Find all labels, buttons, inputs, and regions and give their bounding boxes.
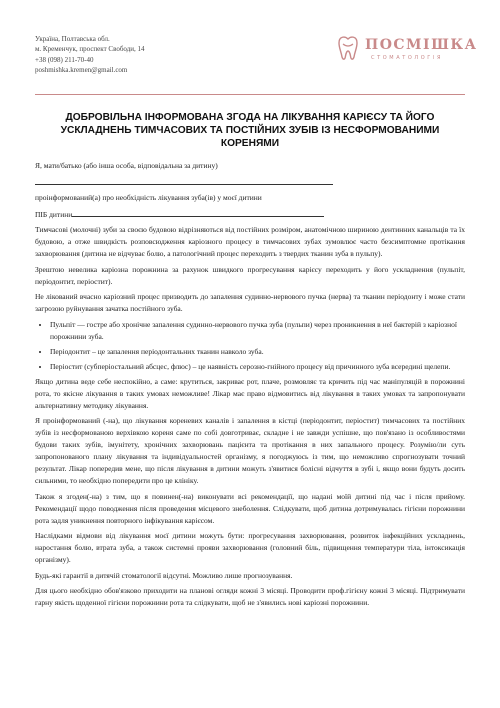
paragraph-5: Я проінформований (-на), що лікування кореневих каналів і запалення в кістці (періодонтит, періостит) тимчасових та постійних зубів із несформованою верхівкою кореня саме по собі довготриває, складне і не завжди успішне, що пов'язано із особливостями будови таких зубів, імунітету, хронічних захворювань пацієнта та протікання в них запального процесу. Розумію/ли суть запропонованого плану лікування та індивідуальностей організму, я погоджуюсь із тим, що неможливо спрогнозувати точний результат. Лікар попередив мене, що після лікування в дитини можуть з'явитися болісні відчуття в зубі і, якщо вони будуть досить сильними, то необхідно попередити про це клініку. bbox=[35, 416, 465, 485]
document-title: ДОБРОВІЛЬНА ІНФОРМОВАНА ЗГОДА НА ЛІКУВАННЯ КАРІЄСУ ТА ЙОГО УСКЛАДНЕНЬ ТИМЧАСОВИХ ТА ПОСТІЙНИХ ЗУБІВ ІЗ НЕСФОРМОВАНИМИ КОРЕНЯМИ bbox=[60, 112, 440, 149]
paragraph-4: Якщо дитина веде себе неспокійно, а саме: крутиться, закриває рот, плаче, розмовляє та кричить під час маніпуляцій в порожнині рота, то якісне лікування в таких умовах неможливе! Лікар має право відмовитись від лікування в таких умовах та запропонувати альтернативну методику лікування. bbox=[35, 376, 465, 410]
informed-line: проінформований(а) про необхідність лікування зуба(ів) у моєї дитини bbox=[35, 193, 262, 202]
clinic-address-street: м. Кременчук, проспект Свободи, 14 bbox=[35, 45, 145, 54]
list-item: • Пульпіт — гостре або хронічне запалення судинно-нервового пучка зуба (пульпи) через проникнення в неї бактерій з каріозної порожнини зуба. bbox=[50, 319, 465, 343]
list-item: • Періодонтит – це запалення періодонтальних тканин навколо зуба. bbox=[50, 346, 465, 358]
clinic-phone: +38 (098) 211-70-40 bbox=[35, 55, 94, 64]
child-name-row bbox=[35, 208, 465, 221]
clinic-address-city: Україна, Полтавська обл. bbox=[35, 35, 110, 43]
list-item: • Періостит (субперіостальний абсцес, флюс) – це наявність серозно-гнійного процесу від причинного зуба всередині щелепи. bbox=[50, 361, 465, 373]
clinic-logo bbox=[337, 34, 478, 74]
clinic-email: poshmishka.kremen@gmail.com bbox=[35, 65, 128, 74]
child-name-label: ПІБ дитини bbox=[35, 209, 73, 219]
paragraph-7: Наслідками відмови від лікування моєї дитини можуть бути: прогресування захворювання, розвиток інфекційних ускладнень, наростання болю, втрата зуба, а також системні прояви захворювання (головний біль, підвищення температури тіла, інтоксикація організму). bbox=[35, 531, 465, 564]
letterhead bbox=[35, 34, 478, 86]
paragraph-6: Також я згоден(-на) з тим, що я повинен(-на) виконувати всі рекомендації, що надані моїй дитині під час і після прийому. Рекомендації щодо поводження після проведення місцевого знеболення. Слідкувати, щоб дитина дотримувалась гігієни порожнини рота задля уникнення повторного інфікування карієсом. bbox=[35, 491, 465, 525]
brand-subtitle: СТОМАТОЛОГІЯ bbox=[371, 55, 444, 61]
intro-line: Я, мати/батько (або інша особа, відповідальна за дитину) bbox=[35, 161, 218, 170]
tooth-icon bbox=[337, 35, 359, 61]
paragraph-3: Не лікований вчасно каріозний процес призводить до запалення судинно-нервового пучка (нерва) та тканин періодонту і може стати загрозою руйнування зачатка постійного зуба. bbox=[35, 292, 465, 313]
document-body bbox=[35, 160, 465, 609]
child-name-field[interactable] bbox=[72, 208, 324, 217]
paragraph-9: Для цього необхідно обов'язково приходити на планові огляди кожні 3 місяці. Проводити проф.гігієну кожні 3 місяці. Підтримувати гарну якість щоденної гігієни порожнини рота та слідкувати, щоб не з'явились нові каріозні порожнини. bbox=[35, 586, 465, 607]
paragraph-1: Тимчасові (молочні) зуби за своєю будовою відрізняються від постійних розміром, анатомічною шириною дентинних канальців та їх будовою, а отже швидкість розповсюдження каріозного процесу в тимчасових зубах зумовлює часто безсимптомне протікання захворювання (дитина не відчуває болю, а патологічний процес переходить з твердих тканин зуба в пульпу). bbox=[35, 225, 465, 258]
complications-list bbox=[35, 319, 465, 373]
guardian-name-field[interactable] bbox=[35, 176, 465, 189]
paragraph-2: Зрештою невелика каріозна порожнина за рахунок швидкого прогресування карієсу переходить у його ускладнення (пульпіт, періодонтит, періостит). bbox=[35, 264, 465, 286]
brand-name: ПОСМІШКА bbox=[365, 37, 478, 53]
paragraph-8: Будь-які гарантії в дитячій стоматології відсутні. Можливо лише прогнозування. bbox=[35, 570, 293, 580]
header-divider bbox=[35, 94, 465, 95]
